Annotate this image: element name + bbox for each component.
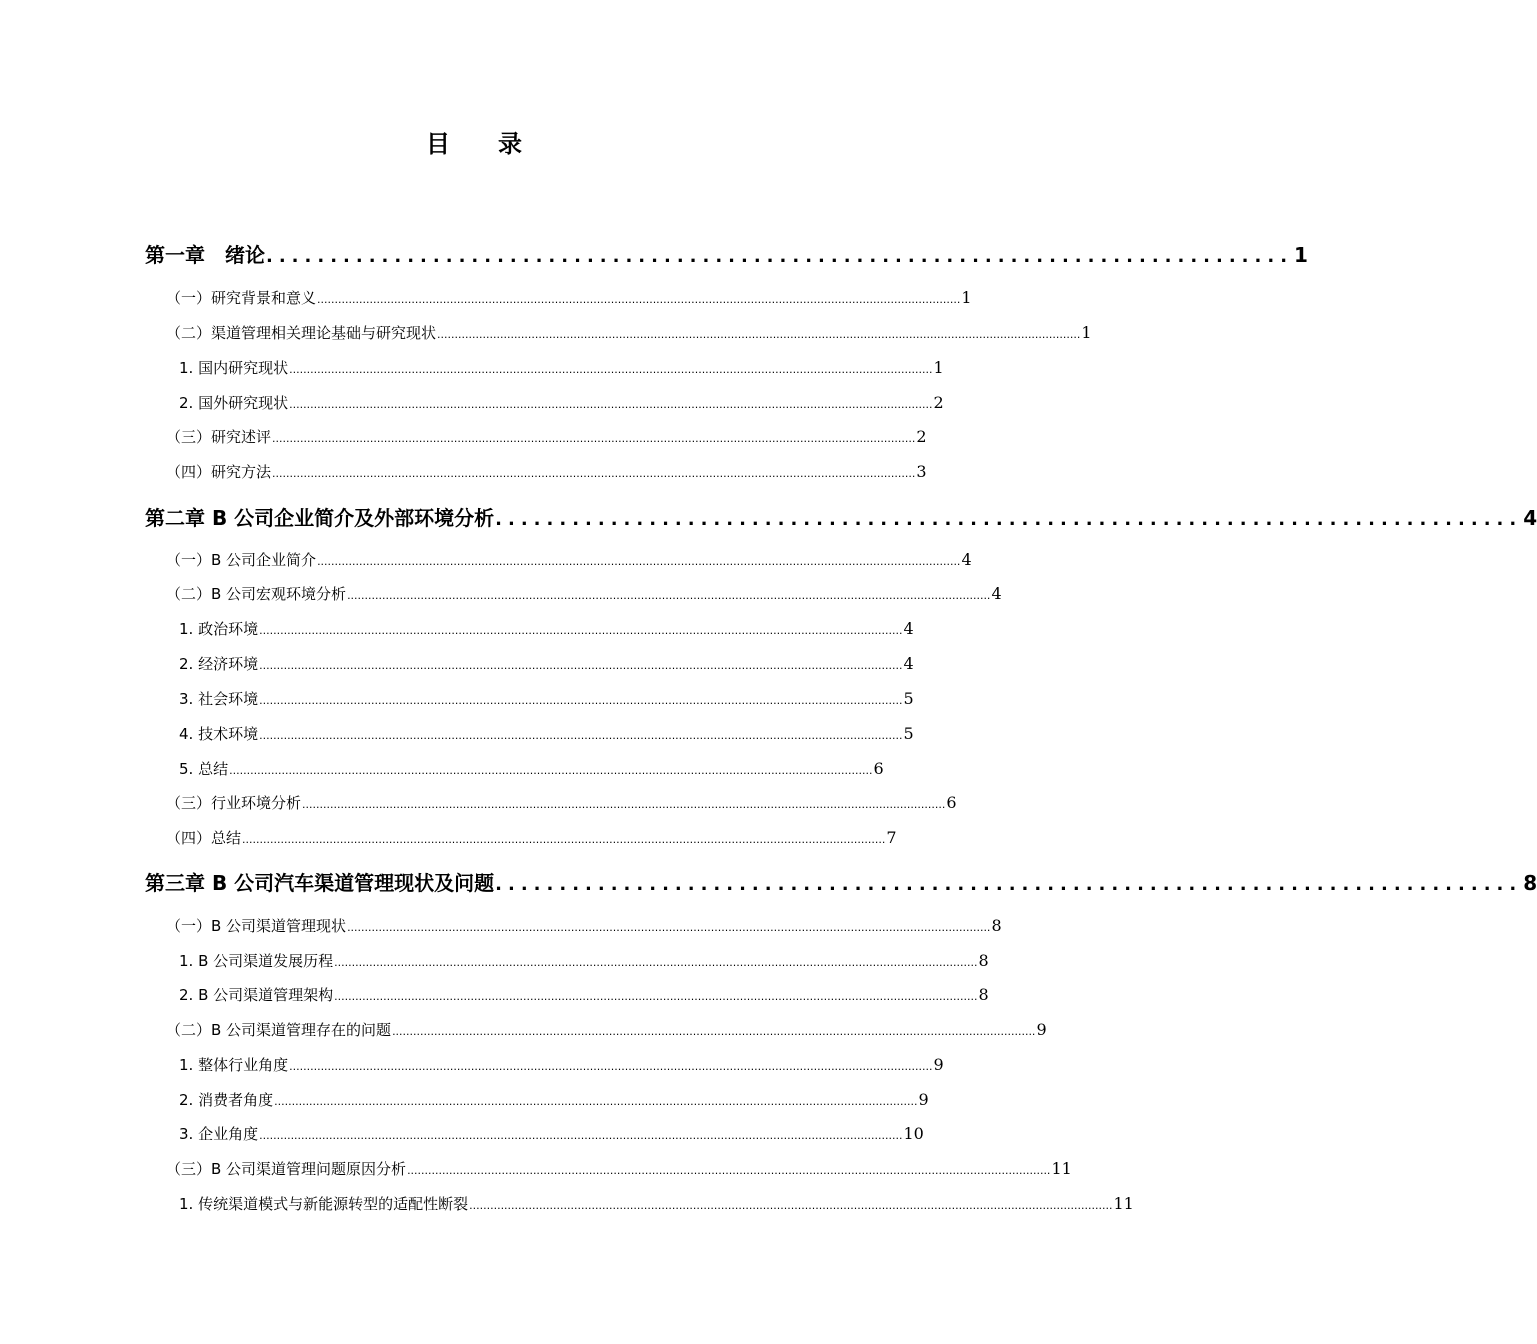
toc-entry-label: 2. 国外研究现状 [179,394,289,412]
toc-entry-page: 11 [1051,1159,1072,1178]
toc-entry-page: 8 [1523,871,1537,895]
toc-entry-sub[interactable] [179,392,944,414]
toc-entry-sub[interactable] [179,723,914,745]
toc-entry-chapter-3[interactable] [145,867,1537,897]
toc-entry-label: 第二章 B 公司企业简介及外部环境分析 [145,506,495,530]
toc-entry-label: 1. 传统渠道模式与新能源转型的适配性断裂 [179,1195,469,1213]
toc-leader-dots: ........................................................................................................................................................................................ [259,659,903,672]
toc-entry-label: 3. 社会环境 [179,690,259,708]
toc-entry-label: 2. 经济环境 [179,655,259,673]
toc-entry-label: 4. 技术环境 [179,725,259,743]
toc-leader-dots: ........................................................................................................................................................................................ [274,1095,918,1108]
toc-leader-dots: ........................................................................................................................................................................................ [334,956,978,969]
toc-entry-chapter-2[interactable] [145,502,1537,532]
toc-entry-page: 1 [1081,323,1092,342]
toc-entry-label: （二）B 公司渠道管理存在的问题 [166,1021,392,1039]
toc-entry-label: 1. B 公司渠道发展历程 [179,952,334,970]
toc-leader-dots: ........................................................................................................................................................................................ [317,555,961,568]
toc-leader-dots: ........................................................................................................................................................................................ [469,1199,1113,1212]
toc-entry-label: （一）B 公司渠道管理现状 [166,917,347,935]
toc-entry-label: 1. 政治环境 [179,620,259,638]
toc-entry-sub[interactable] [179,1193,1134,1215]
toc-entry-page: 1 [1294,243,1308,267]
toc-entry-label: 第一章 绪论 [145,243,265,267]
toc-entry-page: 5 [903,724,914,743]
toc-entry-page: 4 [1523,506,1537,530]
toc-entry-sub[interactable] [179,357,944,379]
toc-leader-dots: ........................................................................................................................................................................................ [229,764,873,777]
toc-entry-section[interactable] [166,827,897,849]
toc-entry-section[interactable] [166,549,972,571]
toc-entry-section[interactable] [166,792,957,814]
toc-title-left: 目 [426,130,452,158]
toc-entry-page: 10 [903,1124,924,1143]
toc-entry-page: 4 [903,619,914,638]
toc-entry-label: （一）B 公司企业简介 [166,551,317,569]
toc-leader-dots: ........................................................................................................................................................................................ [272,432,916,445]
toc-entry-label: 5. 总结 [179,760,229,778]
toc-entry-label: （四）总结 [166,829,242,847]
toc-entry-page: 11 [1113,1194,1134,1213]
toc-entry-section[interactable] [166,583,1002,605]
toc-entry-label: （一）研究背景和意义 [166,289,317,307]
toc-leader-dots: ................................................................................ [495,874,1523,895]
toc-entry-page: 6 [946,793,957,812]
toc-entry-sub[interactable] [179,758,884,780]
toc-entry-page: 9 [918,1090,929,1109]
toc-leader-dots: ........................................................................................................................................................................................ [347,589,991,602]
toc-entry-page: 8 [991,916,1002,935]
toc-entry-page: 2 [933,393,944,412]
toc-leader-dots: ........................................................................................................................................................................................ [289,398,933,411]
toc-leader-dots: ........................................................................................................................................................................................ [334,990,978,1003]
toc-leader-dots: ........................................................................................................................................................................................ [272,467,916,480]
toc-entry-section[interactable] [166,1158,1072,1180]
toc-entry-page: 5 [903,689,914,708]
toc-leader-dots: ........................................................................................................................................................................................ [242,833,886,846]
toc-entry-chapter-1[interactable] [145,239,1308,269]
toc-entry-section[interactable] [166,915,1002,937]
toc-entry-page: 4 [961,550,972,569]
toc-leader-dots: ........................................................................................................................................................................................ [302,798,946,811]
toc-title-right: 录 [498,130,524,158]
toc-entry-label: （三）研究述评 [166,428,272,446]
toc-leader-dots: ........................................................................................................................................................................................ [392,1025,1036,1038]
toc-entry-page: 4 [991,584,1002,603]
toc-entry-page: 3 [916,462,927,481]
toc-entry-label: 第三章 B 公司汽车渠道管理现状及问题 [145,871,495,895]
toc-entry-label: 1. 国内研究现状 [179,359,289,377]
toc-entry-sub[interactable] [179,1089,929,1111]
toc-entry-page: 4 [903,654,914,673]
toc-entry-page: 1 [961,288,972,307]
toc-leader-dots: ................................................................................ [495,509,1523,530]
toc-leader-dots: ........................................................................................................................................................................................ [259,694,903,707]
toc-entry-label: （二）B 公司宏观环境分析 [166,585,347,603]
toc-entry-sub[interactable] [179,653,914,675]
toc-entry-section[interactable] [166,1019,1047,1041]
toc-entry-label: （二）渠道管理相关理论基础与研究现状 [166,324,437,342]
toc-entry-label: （三）B 公司渠道管理问题原因分析 [166,1160,407,1178]
toc-entry-page: 6 [873,759,884,778]
toc-leader-dots: ........................................................................................................................................................................................ [289,363,933,376]
toc-leader-dots: ........................................................................................................................................................................................ [259,624,903,637]
toc-leader-dots: ........................................................................................................................................................................................ [347,921,991,934]
toc-entry-label: （三）行业环境分析 [166,794,302,812]
toc-entry-page: 9 [933,1055,944,1074]
toc-entry-label: （四）研究方法 [166,463,272,481]
toc-entry-section[interactable] [166,322,1092,344]
toc-entry-sub[interactable] [179,688,914,710]
toc-entry-section[interactable] [166,287,972,309]
toc-leader-dots: ........................................................................................................................................................................................ [259,729,903,742]
toc-entry-sub[interactable] [179,1054,944,1076]
toc-entry-sub[interactable] [179,1123,924,1145]
toc-entry-page: 9 [1036,1020,1047,1039]
toc-entry-section[interactable] [166,461,927,483]
toc-entry-label: 1. 整体行业角度 [179,1056,289,1074]
toc-entry-label: 2. 消费者角度 [179,1091,274,1109]
toc-leader-dots: ........................................................................................................................................................................................ [317,293,961,306]
toc-leader-dots: ........................................................................................................................................................................................ [259,1129,903,1142]
toc-entry-page: 8 [978,951,989,970]
toc-entry-page: 2 [916,427,927,446]
toc-entry-page: 8 [978,985,989,1004]
toc-leader-dots: ........................................................................................................................................................................................ [407,1164,1051,1177]
toc-leader-dots: ........................................................................................................................................................................................ [437,328,1081,341]
toc-leader-dots: ................................................................................ [266,246,1294,267]
toc-title [0,124,950,159]
toc-entry-page: 7 [886,828,897,847]
toc-entry-page: 1 [933,358,944,377]
toc-entry-label: 2. B 公司渠道管理架构 [179,986,334,1004]
toc-entry-sub[interactable] [179,618,914,640]
toc-entry-label: 3. 企业角度 [179,1125,259,1143]
toc-entry-sub[interactable] [179,984,989,1006]
toc-leader-dots: ........................................................................................................................................................................................ [289,1060,933,1073]
toc-entry-section[interactable] [166,426,927,448]
toc-entry-sub[interactable] [179,950,989,972]
